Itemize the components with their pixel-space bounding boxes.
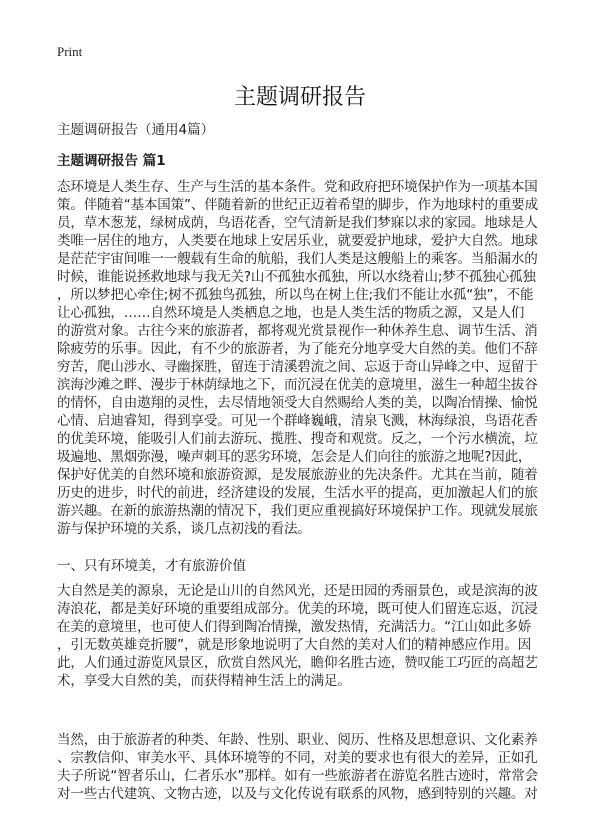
- text-line: 当然，由于旅游者的种类、年龄、性别、职业、阅历、性格及思想意识、文化素养: [57, 732, 538, 748]
- document-subtitle: 主题调研报告（通用4篇）: [57, 122, 215, 138]
- text-line: 术，享受大自然的美，而获得精神生活上的满足。: [57, 673, 351, 689]
- text-line: 夫子所说“智者乐山，仁者乐水”那样。如有一些旅游者在游览名胜古迹时，常常会: [57, 768, 538, 784]
- text-line: ，所以梦把心牵住;树不孤独鸟孤独，所以鸟在树上住;我们不能让水孤“独”，不能: [57, 287, 534, 303]
- text-line: 时候，谁能说拯救地球与我无关?山不孤独水孤独，所以水绕着山;梦不孤独心孤独: [57, 269, 536, 285]
- text-line: 除疲劳的乐事。因此，有不少的旅游者，为了能充分地享受大自然的美。他们不辞: [57, 341, 538, 357]
- text-line: 对一些古代建筑、文物古迹，以及与文化传说有联系的风物，感到特别的兴趣。对: [57, 786, 538, 802]
- text-line: 的游赏对象。古往今来的旅游者，都将观光赏景视作一种休养生息、调节生活、消: [57, 323, 538, 339]
- section-title: 主题调研报告 篇1: [57, 153, 166, 169]
- text-line: 让心孤独，……自然环境是人类栖息之地，也是人类生活的物质之源，又是人们: [57, 305, 525, 321]
- text-line: 态环境是人类生存、生产与生活的基本条件。党和政府把环境保护作为一项基本国: [57, 179, 538, 195]
- paragraph-3: [57, 731, 557, 803]
- text-line: 游兴趣。在新的旅游热潮的情况下，我们更应重视搞好环境保护工作。现就发展旅: [57, 503, 538, 519]
- text-line: 涛浪花，都是美好环境的重要组成部分。优美的环境，既可使人们留连忘返，沉浸: [57, 601, 538, 617]
- text-line: 心情、启迪睿知，得到享受。可见一个群峰巍峨，清泉飞溅，林海绿浪，鸟语花香: [57, 413, 538, 429]
- text-line: 类唯一居住的地方，人类要在地球上安居乐业，就要爱护地球，爱护大自然。地球: [57, 233, 538, 249]
- text-line: 员，草木葱茏，绿树成荫，鸟语花香，空气清新是我们梦寐以求的家园。地球是人: [57, 215, 538, 231]
- paragraph-2: [57, 582, 557, 690]
- text-line: 在美的意境里，也可使人们得到陶冶情操，激发热情，充满活力。“江山如此多娇: [57, 619, 532, 635]
- text-line: 策。伴随着“基本国策”、伴随着新的世纪正迈着希望的脚步，作为地球村的重要成: [57, 197, 538, 213]
- print-label: Print: [57, 44, 83, 59]
- text-line: 的情怀，自由遨翔的灵性，去尽情地领受大自然赐给人类的美，以陶冶情操、愉悦: [57, 395, 538, 411]
- text-line: 的优美环境，能吸引人们前去游玩、揽胜、搜奇和观赏。反之，一个污水横流，垃: [57, 431, 538, 447]
- text-line: 是茫茫宇宙间唯一一艘载有生命的航船，我们人类是这艘船上的乘客。当船漏水的: [57, 251, 538, 267]
- text-line: 此，人们通过游览风景区，欣赏自然风光，瞻仰名胜古迹，赞叹能工巧匠的高超艺: [57, 655, 538, 671]
- text-line: 圾遍地、黑烟弥漫，噪声刺耳的恶劣环境，怎会是人们向往的旅游之地呢?因此，: [57, 449, 532, 465]
- text-line: 、宗教信仰、审美水平、具体环境等的不同，对美的要求也有很大的差异，正如孔: [57, 750, 538, 766]
- paragraph-1: [57, 178, 557, 538]
- text-line: ，引无数英雄竞折腰”，就是形象地说明了大自然的美对人们的精神感应作用。因: [57, 637, 532, 653]
- text-line: 滨海沙滩之畔、漫步于林荫绿地之下，而沉浸在优美的意境里，滋生一种超尘拔谷: [57, 377, 538, 393]
- text-line: 游与保护环境的关系，谈几点初浅的看法。: [57, 521, 311, 537]
- page-title: 主题调研报告: [233, 85, 366, 110]
- text-line: 保护好优美的自然环境和旅游资源，是发展旅游业的先决条件。尤其在当前，随着: [57, 467, 538, 483]
- text-line: 穷苦，爬山涉水、寻幽探胜，留连于清溪碧流之间、忘返于奇山异峰之中、逗留于: [57, 359, 538, 375]
- text-line: 大自然是美的源泉，无论是山川的自然风光，还是田园的秀丽景色，或是滨海的波: [57, 583, 538, 599]
- subheading-1: 一、只有环境美，才有旅游价值: [57, 558, 246, 574]
- text-line: 历史的进步，时代的前进，经济建设的发展，生活水平的提高，更加激起人们的旅: [57, 485, 538, 501]
